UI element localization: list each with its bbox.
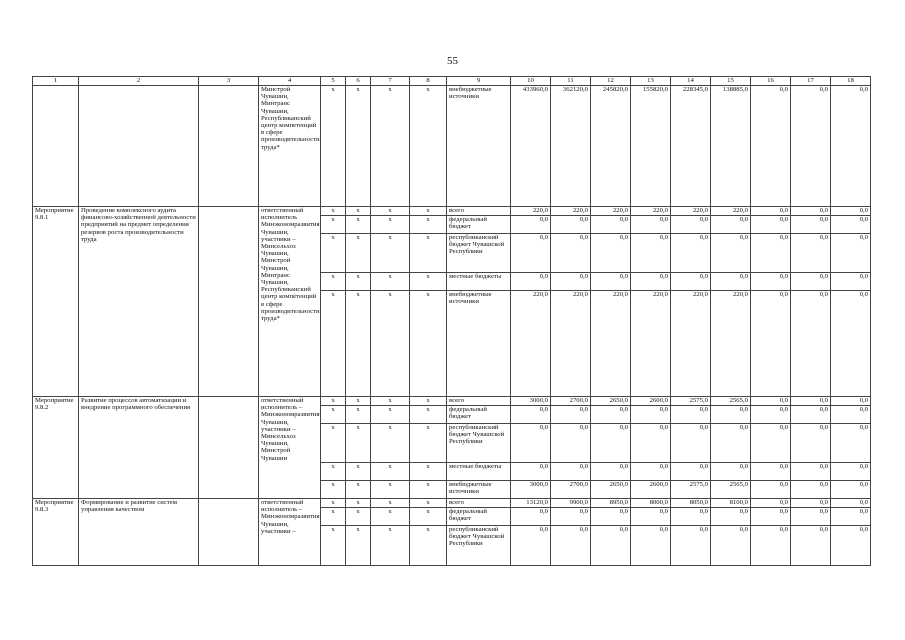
x-mark: х <box>321 424 346 463</box>
amount-cell: 220,0 <box>631 291 671 397</box>
x-mark: х <box>321 216 346 234</box>
x-mark: х <box>371 526 410 566</box>
amount-cell: 0,0 <box>831 234 871 273</box>
x-mark: х <box>410 207 447 216</box>
x-mark: х <box>410 463 447 481</box>
amount-cell: 0,0 <box>791 234 831 273</box>
amount-cell: 8100,0 <box>711 499 751 508</box>
column-number: 10 <box>511 77 551 86</box>
amount-cell: 2700,0 <box>551 481 591 499</box>
amount-cell: 0,0 <box>711 406 751 424</box>
responsible-executor: ответственный исполнитель Минэкономразвития Чувашии, участники – Минсельхоз Чувашии, Минстрой Чувашии, Минтранс Чувашии, Республиканский центр компетенций в сфере производительности труда* <box>259 207 321 397</box>
amount-cell: 245820,0 <box>591 86 631 207</box>
amount-cell: 220,0 <box>591 291 631 397</box>
amount-cell: 0,0 <box>791 481 831 499</box>
x-mark: х <box>321 291 346 397</box>
amount-cell: 0,0 <box>751 216 791 234</box>
amount-cell: 0,0 <box>671 463 711 481</box>
funding-source: республиканский бюджет Чувашской Республики <box>447 234 511 273</box>
x-mark: х <box>321 406 346 424</box>
amount-cell: 0,0 <box>711 216 751 234</box>
x-mark: х <box>346 481 371 499</box>
table-row <box>33 499 871 508</box>
column-number: 6 <box>346 77 371 86</box>
x-mark: х <box>371 463 410 481</box>
funding-source: всего <box>447 397 511 406</box>
amount-cell: 0,0 <box>831 86 871 207</box>
column-number: 15 <box>711 77 751 86</box>
amount-cell: 0,0 <box>551 424 591 463</box>
x-mark: х <box>346 291 371 397</box>
amount-cell: 0,0 <box>671 424 711 463</box>
funding-source: местные бюджеты <box>447 273 511 291</box>
amount-cell: 0,0 <box>631 234 671 273</box>
amount-cell: 2565,0 <box>711 397 751 406</box>
funding-source: федеральный бюджет <box>447 406 511 424</box>
column-number: 7 <box>371 77 410 86</box>
amount-cell: 2600,0 <box>631 397 671 406</box>
amount-cell: 0,0 <box>711 424 751 463</box>
funding-source: внебюджетные источники <box>447 481 511 499</box>
amount-cell: 3000,0 <box>511 397 551 406</box>
amount-cell: 0,0 <box>511 424 551 463</box>
funding-source: внебюджетные источники <box>447 291 511 397</box>
x-mark: х <box>321 481 346 499</box>
amount-cell: 138885,0 <box>711 86 751 207</box>
amount-cell: 0,0 <box>711 508 751 526</box>
funding-source: местные бюджеты <box>447 463 511 481</box>
x-mark: х <box>346 86 371 207</box>
amount-cell: 362120,0 <box>551 86 591 207</box>
amount-cell: 8000,0 <box>631 499 671 508</box>
column-number: 1 <box>33 77 79 86</box>
funding-source: республиканский бюджет Чувашской Республики <box>447 424 511 463</box>
x-mark: х <box>410 499 447 508</box>
column-number: 4 <box>259 77 321 86</box>
x-mark: х <box>321 508 346 526</box>
x-mark: х <box>346 499 371 508</box>
amount-cell: 8050,0 <box>671 499 711 508</box>
responsible-executor: ответственный исполнитель – Минэкономразвития Чувашии, участники – <box>259 499 321 566</box>
x-mark: х <box>410 273 447 291</box>
amount-cell: 0,0 <box>551 463 591 481</box>
activity-name: Формирование и развитие систем управления качеством <box>79 499 199 566</box>
x-mark: х <box>321 397 346 406</box>
amount-cell: 0,0 <box>671 273 711 291</box>
responsible-executor: Минстрой Чувашии, Минтранс Чувашии, Республиканский центр компетенций в сфере производительности труда* <box>259 86 321 207</box>
x-mark: х <box>371 273 410 291</box>
x-mark: х <box>410 481 447 499</box>
amount-cell: 0,0 <box>551 526 591 566</box>
x-mark: х <box>410 291 447 397</box>
x-mark: х <box>321 526 346 566</box>
x-mark: х <box>371 406 410 424</box>
amount-cell: 0,0 <box>511 234 551 273</box>
responsible-executor: ответственный исполнитель – Минэкономразвития Чувашии, участники – Минсельхоз Чувашии, Минстрой Чувашии <box>259 397 321 499</box>
table-row <box>33 207 871 216</box>
x-mark: х <box>346 216 371 234</box>
amount-cell: 220,0 <box>671 291 711 397</box>
amount-cell: 0,0 <box>791 526 831 566</box>
column-number: 14 <box>671 77 711 86</box>
amount-cell: 220,0 <box>511 291 551 397</box>
amount-cell: 220,0 <box>711 291 751 397</box>
amount-cell: 0,0 <box>751 526 791 566</box>
x-mark: х <box>371 397 410 406</box>
x-mark: х <box>321 273 346 291</box>
x-mark: х <box>346 406 371 424</box>
column-number: 18 <box>831 77 871 86</box>
amount-cell: 0,0 <box>551 508 591 526</box>
amount-cell: 0,0 <box>831 526 871 566</box>
amount-cell: 0,0 <box>751 508 791 526</box>
amount-cell: 0,0 <box>751 397 791 406</box>
funding-source: республиканский бюджет Чувашской Республики <box>447 526 511 566</box>
amount-cell: 9900,0 <box>551 499 591 508</box>
table-body <box>33 86 871 566</box>
x-mark: х <box>346 207 371 216</box>
amount-cell: 0,0 <box>791 291 831 397</box>
x-mark: х <box>346 508 371 526</box>
amount-cell: 0,0 <box>551 216 591 234</box>
amount-cell: 0,0 <box>791 397 831 406</box>
amount-cell: 0,0 <box>631 424 671 463</box>
amount-cell: 0,0 <box>751 234 791 273</box>
amount-cell: 0,0 <box>591 234 631 273</box>
x-mark: х <box>371 207 410 216</box>
amount-cell: 220,0 <box>511 207 551 216</box>
amount-cell: 0,0 <box>511 508 551 526</box>
amount-cell: 0,0 <box>791 406 831 424</box>
amount-cell: 0,0 <box>671 508 711 526</box>
amount-cell: 0,0 <box>591 463 631 481</box>
amount-cell: 220,0 <box>551 207 591 216</box>
x-mark: х <box>346 397 371 406</box>
amount-cell: 0,0 <box>751 291 791 397</box>
amount-cell: 0,0 <box>791 463 831 481</box>
amount-cell: 2700,0 <box>551 397 591 406</box>
x-mark: х <box>410 508 447 526</box>
x-mark: х <box>371 508 410 526</box>
amount-cell: 0,0 <box>591 406 631 424</box>
activity-col3 <box>199 207 259 397</box>
amount-cell: 0,0 <box>631 406 671 424</box>
x-mark: х <box>346 234 371 273</box>
amount-cell: 220,0 <box>711 207 751 216</box>
activity-name <box>79 86 199 207</box>
amount-cell: 0,0 <box>591 216 631 234</box>
amount-cell: 0,0 <box>831 273 871 291</box>
amount-cell: 0,0 <box>671 526 711 566</box>
amount-cell: 13120,0 <box>511 499 551 508</box>
amount-cell: 3000,0 <box>511 481 551 499</box>
amount-cell: 0,0 <box>751 406 791 424</box>
x-mark: х <box>410 526 447 566</box>
amount-cell: 0,0 <box>671 234 711 273</box>
amount-cell: 0,0 <box>831 291 871 397</box>
amount-cell: 155820,0 <box>631 86 671 207</box>
column-number: 5 <box>321 77 346 86</box>
amount-cell: 0,0 <box>671 406 711 424</box>
x-mark: х <box>410 86 447 207</box>
column-number: 3 <box>199 77 259 86</box>
amount-cell: 220,0 <box>591 207 631 216</box>
column-number-row <box>33 77 871 86</box>
amount-cell: 220,0 <box>631 207 671 216</box>
x-mark: х <box>371 291 410 397</box>
amount-cell: 0,0 <box>831 508 871 526</box>
amount-cell: 0,0 <box>511 216 551 234</box>
column-number: 2 <box>79 77 199 86</box>
amount-cell: 0,0 <box>631 273 671 291</box>
column-number: 12 <box>591 77 631 86</box>
x-mark: х <box>321 86 346 207</box>
funding-source: всего <box>447 499 511 508</box>
amount-cell: 0,0 <box>511 526 551 566</box>
amount-cell: 0,0 <box>791 216 831 234</box>
amount-cell: 0,0 <box>711 273 751 291</box>
column-number: 11 <box>551 77 591 86</box>
amount-cell: 2575,0 <box>671 481 711 499</box>
amount-cell: 0,0 <box>671 216 711 234</box>
amount-cell: 0,0 <box>791 499 831 508</box>
page-number: 55 <box>447 55 458 67</box>
amount-cell: 0,0 <box>591 424 631 463</box>
x-mark: х <box>371 499 410 508</box>
amount-cell: 0,0 <box>831 424 871 463</box>
amount-cell: 0,0 <box>831 406 871 424</box>
x-mark: х <box>410 406 447 424</box>
amount-cell: 8950,0 <box>591 499 631 508</box>
amount-cell: 0,0 <box>791 508 831 526</box>
activity-col3 <box>199 499 259 566</box>
amount-cell: 0,0 <box>551 406 591 424</box>
amount-cell: 0,0 <box>831 397 871 406</box>
amount-cell: 0,0 <box>831 481 871 499</box>
amount-cell: 220,0 <box>551 291 591 397</box>
amount-cell: 2565,0 <box>711 481 751 499</box>
budget-table <box>32 76 871 566</box>
amount-cell: 0,0 <box>791 273 831 291</box>
activity-code: Мероприятие 9.8.2 <box>33 397 79 499</box>
x-mark: х <box>346 526 371 566</box>
amount-cell: 0,0 <box>791 207 831 216</box>
x-mark: х <box>410 424 447 463</box>
activity-code: Мероприятие 9.8.1 <box>33 207 79 397</box>
x-mark: х <box>346 463 371 481</box>
amount-cell: 0,0 <box>711 526 751 566</box>
amount-cell: 0,0 <box>511 463 551 481</box>
x-mark: х <box>321 234 346 273</box>
table-row <box>33 397 871 406</box>
x-mark: х <box>371 234 410 273</box>
x-mark: х <box>410 234 447 273</box>
amount-cell: 2650,0 <box>591 481 631 499</box>
amount-cell: 0,0 <box>551 234 591 273</box>
funding-source: федеральный бюджет <box>447 216 511 234</box>
activity-name: Развитие процессов автоматизации и внедрение программного обеспечения <box>79 397 199 499</box>
amount-cell: 433960,0 <box>511 86 551 207</box>
activity-col3 <box>199 86 259 207</box>
amount-cell: 0,0 <box>551 273 591 291</box>
amount-cell: 0,0 <box>631 463 671 481</box>
amount-cell: 0,0 <box>751 463 791 481</box>
x-mark: х <box>410 397 447 406</box>
amount-cell: 0,0 <box>591 526 631 566</box>
amount-cell: 0,0 <box>591 508 631 526</box>
x-mark: х <box>321 463 346 481</box>
x-mark: х <box>410 216 447 234</box>
activity-code <box>33 86 79 207</box>
activity-col3 <box>199 397 259 499</box>
amount-cell: 0,0 <box>711 463 751 481</box>
amount-cell: 0,0 <box>831 463 871 481</box>
amount-cell: 0,0 <box>831 207 871 216</box>
activity-name: Проведение комплексного аудита финансово-хозяйственной деятельности предприятий на предмет определения резервов роста производительности труда <box>79 207 199 397</box>
amount-cell: 2650,0 <box>591 397 631 406</box>
x-mark: х <box>371 216 410 234</box>
funding-source: внебюджетные источники <box>447 86 511 207</box>
amount-cell: 0,0 <box>831 499 871 508</box>
amount-cell: 0,0 <box>751 207 791 216</box>
amount-cell: 0,0 <box>751 273 791 291</box>
column-number: 13 <box>631 77 671 86</box>
amount-cell: 0,0 <box>631 526 671 566</box>
amount-cell: 220,0 <box>671 207 711 216</box>
amount-cell: 0,0 <box>511 406 551 424</box>
amount-cell: 228345,0 <box>671 86 711 207</box>
amount-cell: 0,0 <box>591 273 631 291</box>
amount-cell: 0,0 <box>711 234 751 273</box>
amount-cell: 0,0 <box>631 508 671 526</box>
activity-code: Мероприятие 9.8.3 <box>33 499 79 566</box>
amount-cell: 0,0 <box>511 273 551 291</box>
amount-cell: 0,0 <box>791 86 831 207</box>
x-mark: х <box>346 273 371 291</box>
amount-cell: 0,0 <box>631 216 671 234</box>
amount-cell: 0,0 <box>751 424 791 463</box>
funding-source: всего <box>447 207 511 216</box>
funding-source: федеральный бюджет <box>447 508 511 526</box>
amount-cell: 0,0 <box>831 216 871 234</box>
column-number: 8 <box>410 77 447 86</box>
x-mark: х <box>321 207 346 216</box>
table-row <box>33 86 871 207</box>
x-mark: х <box>346 424 371 463</box>
amount-cell: 2575,0 <box>671 397 711 406</box>
amount-cell: 0,0 <box>791 424 831 463</box>
x-mark: х <box>371 481 410 499</box>
amount-cell: 2600,0 <box>631 481 671 499</box>
amount-cell: 0,0 <box>751 499 791 508</box>
column-number: 9 <box>447 77 511 86</box>
amount-cell: 0,0 <box>751 481 791 499</box>
column-number: 17 <box>791 77 831 86</box>
amount-cell: 0,0 <box>751 86 791 207</box>
budget-table-container <box>32 76 870 566</box>
x-mark: х <box>321 499 346 508</box>
x-mark: х <box>371 424 410 463</box>
column-number: 16 <box>751 77 791 86</box>
x-mark: х <box>371 86 410 207</box>
